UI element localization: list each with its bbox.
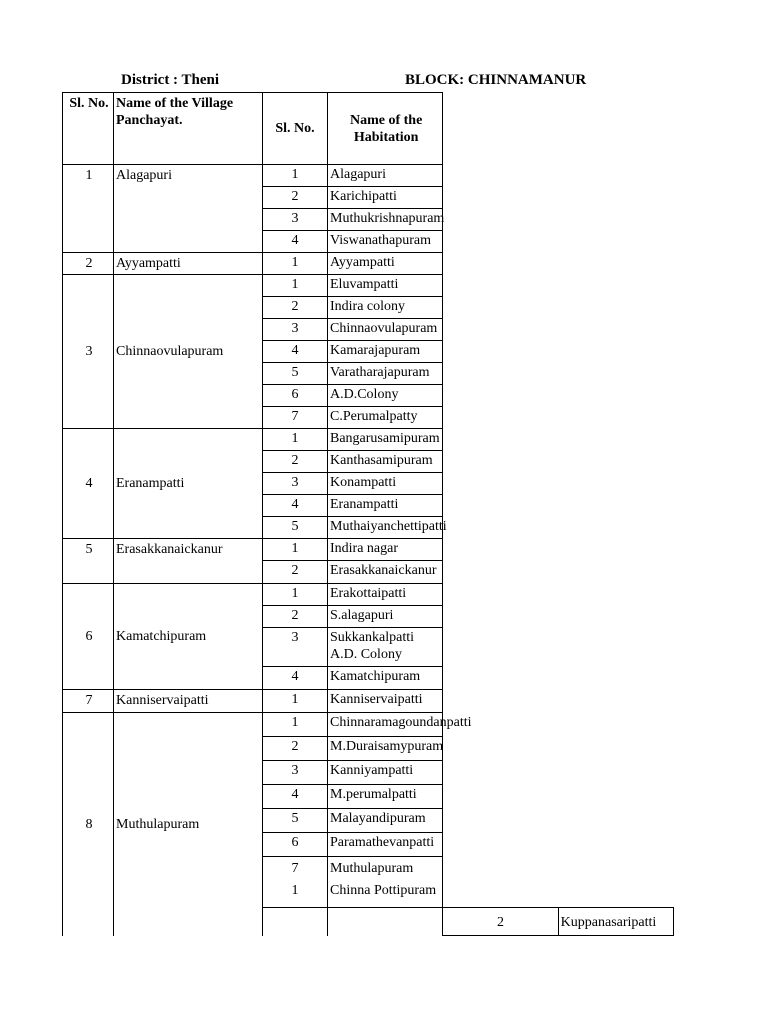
panchayat-name: Chinnaovulapuram: [114, 275, 263, 429]
habitation-slno: 2: [263, 737, 328, 761]
table-row: [63, 690, 674, 713]
col-panchayat-name: Name of the Village Panchayat.: [114, 93, 263, 165]
habitation-name: Indira colony: [328, 297, 443, 319]
panchayat-name: Kamatchipuram: [114, 584, 263, 690]
habitation-name: Eranampatti: [328, 495, 443, 517]
habitation-slno: 1: [263, 690, 328, 713]
habitation-slno: 5: [263, 517, 328, 539]
habitation-name: Muthaiyanchettipatti: [328, 517, 443, 539]
habitation-slno: 7: [263, 407, 328, 429]
panchayat-slno: 6: [63, 584, 114, 690]
habitation-name: C.Perumalpatty: [328, 407, 443, 429]
habitation-name: Erasakkanaickanur: [328, 561, 443, 584]
habitation-name: Varatharajapuram: [328, 363, 443, 385]
habitation-name: Sukkankalpatti A.D. Colony: [328, 628, 443, 667]
habitation-name: Kanthasamipuram: [328, 451, 443, 473]
habitation-slno: 2: [443, 908, 558, 936]
panchayat-name: Erasakkanaickanur: [114, 539, 263, 584]
habitation-name: S.alagapuri: [328, 606, 443, 628]
habitation-name: Kuppanasaripatti: [558, 908, 673, 936]
habitation-name: Indira nagar: [328, 539, 443, 561]
habitation-slno: 5: [263, 363, 328, 385]
table-row: [63, 253, 674, 275]
habitation-slno: 2: [263, 297, 328, 319]
habitation-name: Erakottaipatti: [328, 584, 443, 606]
habitation-name: Alagapuri: [328, 165, 443, 187]
habitation-slno: 1: [263, 713, 328, 737]
habitation-name: A.D.Colony: [328, 385, 443, 407]
habitation-name: Ayyampatti: [328, 253, 443, 275]
habitation-name: Eluvampatti: [328, 275, 443, 297]
table-row: [63, 539, 674, 561]
habitation-slno: 3: [263, 319, 328, 341]
habitation-slno: [263, 857, 328, 908]
panchayat-name: Eranampatti: [114, 429, 263, 539]
district-heading: District : Theni: [121, 72, 220, 88]
table-row: [63, 584, 674, 606]
panchayat-slno: 4: [63, 429, 114, 539]
habitation-name-line: Muthulapuram: [330, 861, 414, 876]
table-row: [63, 713, 674, 737]
panchayat-name: Ayyampatti: [114, 253, 263, 275]
habitation-slno: 1: [263, 539, 328, 561]
panchayat-slno: 3: [63, 275, 114, 429]
panchayat-slno: 8: [63, 713, 114, 936]
habitation-slno: 1: [263, 429, 328, 451]
panchayat-slno: 1: [63, 165, 114, 253]
table-row: [63, 275, 674, 297]
habitation-slno: 4: [263, 785, 328, 809]
habitation-name: Chinnaramagoundanpatti: [328, 713, 443, 737]
habitation-name: Kanniyampatti: [328, 761, 443, 785]
panchayat-name: Alagapuri: [114, 165, 263, 253]
table-header: [63, 93, 674, 165]
habitation-slno: 6: [263, 385, 328, 407]
habitation-slno: 1: [263, 253, 328, 275]
table-row: [63, 165, 674, 187]
habitation-name: Kamarajapuram: [328, 341, 443, 363]
habitation-name: M.Duraisamypuram: [328, 737, 443, 761]
habitation-slno: 2: [263, 606, 328, 628]
habitation-slno: 4: [263, 341, 328, 363]
habitation-slno: 1: [263, 584, 328, 606]
habitation-slno-line: 1: [291, 883, 299, 898]
panchayat-name: Muthulapuram: [114, 713, 263, 936]
habitation-slno: 4: [263, 495, 328, 517]
block-heading: BLOCK: CHINNAMANUR: [405, 72, 587, 88]
habitation-slno: 5: [263, 809, 328, 833]
panchayat-slno: 5: [63, 539, 114, 584]
panchayat-slno: 2: [63, 253, 114, 275]
habitation-name: M.perumalpatti: [328, 785, 443, 809]
table-row: [63, 429, 674, 451]
habitation-name: [328, 857, 443, 908]
habitation-name: Viswanathapuram: [328, 231, 443, 253]
empty-cell: [328, 908, 443, 936]
habitation-name: Kanniservaipatti: [328, 690, 443, 713]
habitation-name: Kamatchipuram: [328, 667, 443, 690]
habitation-slno: 1: [263, 275, 328, 297]
habitation-name: Muthukrishnapuram: [328, 209, 443, 231]
habitation-slno: 3: [263, 473, 328, 495]
habitation-name: Chinnaovulapuram: [328, 319, 443, 341]
habitation-slno: 3: [263, 209, 328, 231]
habitation-slno: 1: [263, 165, 328, 187]
habitation-slno: 2: [263, 561, 328, 584]
habitation-slno-line: 7: [291, 861, 299, 876]
habitation-name: Malayandipuram: [328, 809, 443, 833]
panchayat-slno: 7: [63, 690, 114, 713]
habitation-name: Paramathevanpatti: [328, 833, 443, 857]
empty-cell: [263, 908, 328, 936]
habitation-name: Bangarusamipuram: [328, 429, 443, 451]
habitation-slno: 6: [263, 833, 328, 857]
col-habitation-slno: Sl. No.: [263, 93, 328, 165]
habitation-slno: 2: [263, 187, 328, 209]
table-body: [63, 165, 674, 936]
habitation-name: Karichipatti: [328, 187, 443, 209]
habitation-table: [62, 92, 674, 936]
habitation-slno: 4: [263, 231, 328, 253]
habitation-name: Konampatti: [328, 473, 443, 495]
col-panchayat-slno: Sl. No.: [63, 93, 114, 165]
habitation-slno: 4: [263, 667, 328, 690]
habitation-slno: 2: [263, 451, 328, 473]
habitation-slno: 3: [263, 761, 328, 785]
col-habitation-name: Name of the Habitation: [328, 93, 443, 165]
panchayat-name: Kanniservaipatti: [114, 690, 263, 713]
habitation-name-line: Chinna Pottipuram: [330, 883, 437, 898]
habitation-slno: 3: [263, 628, 328, 667]
